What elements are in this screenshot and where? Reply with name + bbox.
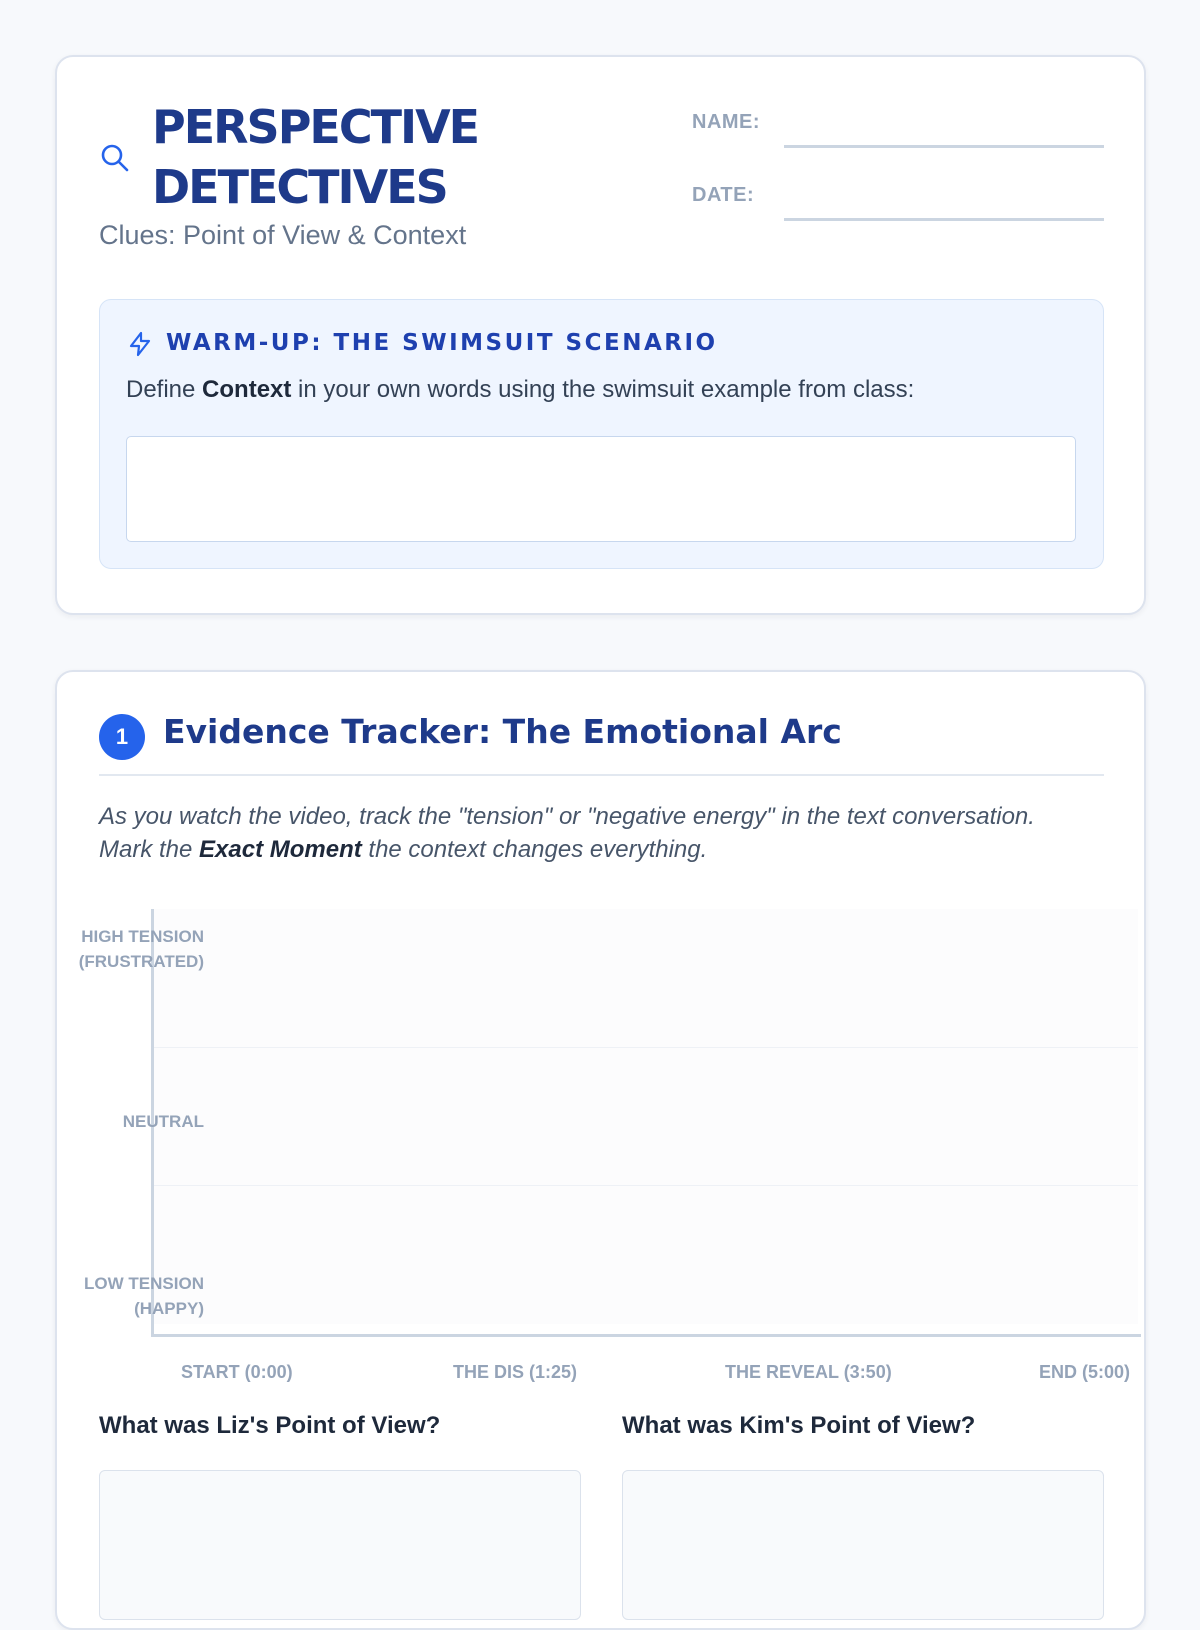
emotional-arc-chart-area[interactable]	[153, 909, 1138, 1324]
kim-pov-answer-box[interactable]	[622, 1470, 1104, 1620]
title-line-2: DETECTIVES	[152, 160, 447, 214]
warmup-prompt-before: Define	[126, 376, 203, 403]
instructions	[99, 800, 1104, 866]
title-line-1: PERSPECTIVE	[152, 100, 479, 154]
warmup-prompt-bold: Context	[202, 376, 292, 403]
section-divider	[99, 774, 1104, 776]
warmup-prompt	[126, 376, 914, 404]
warmup-box	[99, 299, 1104, 569]
name-field[interactable]	[784, 145, 1104, 148]
instructions-line-2-before: Mark the	[99, 836, 200, 863]
instructions-line-1: As you watch the video, track the "tension" or "negative energy" in the text conversation.	[99, 803, 1035, 830]
lightning-icon	[126, 330, 154, 358]
x-label-reveal: THE REVEAL (3:50)	[725, 1362, 892, 1382]
liz-pov-answer-box[interactable]	[99, 1470, 581, 1620]
y-label-low: LOW TENSION (HAPPY)	[84, 1274, 204, 1318]
section-title: Evidence Tracker: The Emotional Arc	[163, 712, 842, 751]
date-field[interactable]	[784, 218, 1104, 221]
liz-pov-question: What was Liz's Point of View?	[99, 1412, 441, 1439]
warmup-prompt-after: in your own words using the swimsuit example from class:	[291, 376, 915, 403]
y-label-neutral: NEUTRAL	[122, 1112, 204, 1131]
header-card	[55, 55, 1146, 615]
x-axis	[151, 1334, 1141, 1337]
evidence-card	[55, 670, 1146, 1630]
grid-line	[153, 1047, 1138, 1048]
search-icon	[99, 142, 131, 174]
page-subtitle: Clues: Point of View & Context	[99, 220, 467, 250]
name-label: NAME:	[692, 111, 761, 133]
warmup-title: WARM-UP: THE SWIMSUIT SCENARIO	[166, 330, 718, 356]
grid-line	[153, 1185, 1138, 1186]
kim-pov-question: What was Kim's Point of View?	[622, 1412, 976, 1439]
y-label-high: HIGH TENSION (FRUSTRATED)	[78, 927, 204, 971]
step-badge: 1	[99, 714, 145, 760]
warmup-answer-box[interactable]	[126, 436, 1076, 542]
x-label-dis: THE DIS (1:25)	[453, 1362, 578, 1382]
instructions-line-2-bold: Exact Moment	[199, 836, 362, 863]
x-label-end: END (5:00)	[1039, 1362, 1131, 1382]
instructions-line-2-after: the context changes everything.	[361, 836, 708, 863]
page-title	[152, 97, 612, 217]
x-label-start: START (0:00)	[181, 1362, 293, 1382]
date-label: DATE:	[692, 184, 755, 206]
